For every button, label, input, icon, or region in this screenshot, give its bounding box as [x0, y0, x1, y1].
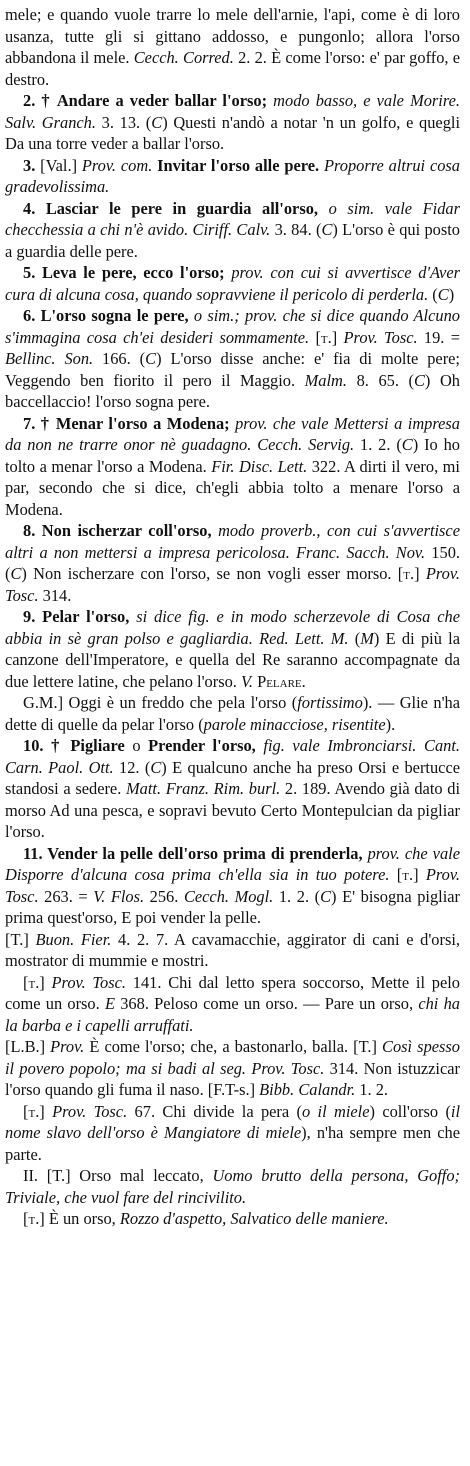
entry-note-prov-67: [t.] Prov. Tosc. 67. Chi divide la pera (o il miele) coll'orso (il nome slavo dell'orso è Mangiatore di miele), n'ha sempre men che parte.	[5, 1101, 461, 1164]
entry-proverb-8: 8. Non ischerzar coll'orso, modo proverb., con cui s'avvertisce altri a non mettersi a impresa pericolosa. Franc. Sacch. Nov. 150. (C) Non ischerzare con l'orso, se non vogli esser morso. [t.] Prov. Tosc. 314.	[5, 521, 460, 605]
entry-note-buon: [T.] Buon. Fier. 4. 2. 7. A cavamacchie, aggirator di cani e d'orsi, mostrator di mummie e mostri.	[5, 929, 460, 970]
entry-note-rozzo: [t.] È un orso, Rozzo d'aspetto, Salvatico delle maniere.	[23, 1209, 389, 1228]
entry-proverb-2: 2. † Andare a veder ballar l'orso; modo basso, e vale Morire. Salv. Granch. 3. 13. (C) Questi n'andò a notar 'n un golfo, e quegli Da una torre veder a ballar l'orso.	[5, 91, 460, 153]
entry-note-lb: [L.B.] Prov. È come l'orso; che, a bastonarlo, balla. [T.] Così spesso il povero popolo; ma si badi al seg. Prov. Tosc. 314. Non istuzzicar l'orso quando gli fuma il naso. [F.T-s.] Bibb. Calandr. 1. 2.	[5, 1037, 460, 1099]
entry-proverb-5: 5. Leva le pere, ecco l'orso; prov. con cui si avvertisce d'Aver cura di alcuna cosa, quando sopravviene il pericolo di perderla. (C)	[5, 263, 460, 304]
entry-note-gm: G.M.] Oggi è un freddo che pela l'orso (fortissimo). — Glie n'ha dette di quelle da pelar l'orso (parole minacciose, risentite).	[5, 693, 461, 734]
entry-proverb-6: 6. L'orso sogna le pere, o sim.; prov. che si dice quando Alcuno s'immagina cosa ch'ei desideri sommamente. [t.] Prov. Tosc. 19. = Bellinc. Son. 166. (C) L'orso disse anche: e' fia di molte pere; Veggendo ben fiorito il pero il Maggio. Malm. 8. 65. (C) Oh baccellaccio! l'orso sogna pere.	[5, 306, 460, 411]
entry-proverb-3: 3. [Val.] Prov. com. Invitar l'orso alle pere. Proporre altrui cosa gradevolissima.	[5, 155, 460, 196]
entry-proverb-9: 9. Pelar l'orso, si dice fig. e in modo scherzevole di Cosa che abbia in sè gran polso e gagliardia. Red. Lett. M. (M) E di più la canzone dell'Imperatore, e quella del Re saranno accompagnate da due lettere latine, che pelano l'orso. V. Pelare.	[5, 607, 460, 691]
entry-proverb-11: 11. Vender la pelle dell'orso prima di prenderla, prov. che vale Disporre d'alcuna cosa prima ch'ella sia in tuo potere. [t.] Prov. Tosc. 263. = V. Flos. 256. Cecch. Mogl. 1. 2. (C) E' bisogna pigliar prima quest'orso, E poi vender la pelle.	[5, 843, 461, 927]
entry-text: mele; e quando vuole trarre lo mele dell'arnie, l'api, come è di loro usanza, tutte gli si gittano addosso, e pungonlo; allora l'orso abbandona il mele. Cecch. Corred. 2. 2. È come l'orso: e' par goffo, e destro.	[5, 5, 460, 89]
entry-sense-ii: II. [T.] Orso mal leccato, Uomo brutto della persona, Goffo; Triviale, che vuol fare del rincivilito.	[5, 1166, 460, 1207]
entry-note-prov-141: [t.] Prov. Tosc. 141. Chi dal letto spera soccorso, Mette il pelo come un orso. E 368. Peloso come un orso. — Pare un orso, chi ha la barba e i capelli arruffati.	[5, 972, 460, 1035]
entry-proverb-10: 10. † Pigliare o Prender l'orso, fig. vale Imbronciarsi. Cant. Carn. Paol. Ott. 12. (C) E qualcuno anche ha preso Orsi e bertucce standosi a sedere. Matt. Franz. Rim. burl. 2. 189. Avendo già dato di morso Ad una pesca, e sopravi bevuto Certo Montepulcian da pigliar l'orso.	[5, 736, 461, 841]
entry-proverb-4: 4. Lasciar le pere in guardia all'orso, o sim. vale Fidar checchessia a chi n'è avido. Ciriff. Calv. 3. 84. (C) L'orso è qui posto a guardia delle pere.	[5, 198, 460, 261]
entry-proverb-7: 7. † Menar l'orso a Modena; prov. che vale Mettersi a impresa da non ne trarre onor nè guadagno. Cecch. Servig. 1. 2. (C) Io ho tolto a menar l'orso a Modena. Fir. Disc. Lett. 322. A dirti il vero, mi par, secondo che si dice, ch'egli abbia tolto a menare l'orso a Modena.	[5, 413, 460, 519]
